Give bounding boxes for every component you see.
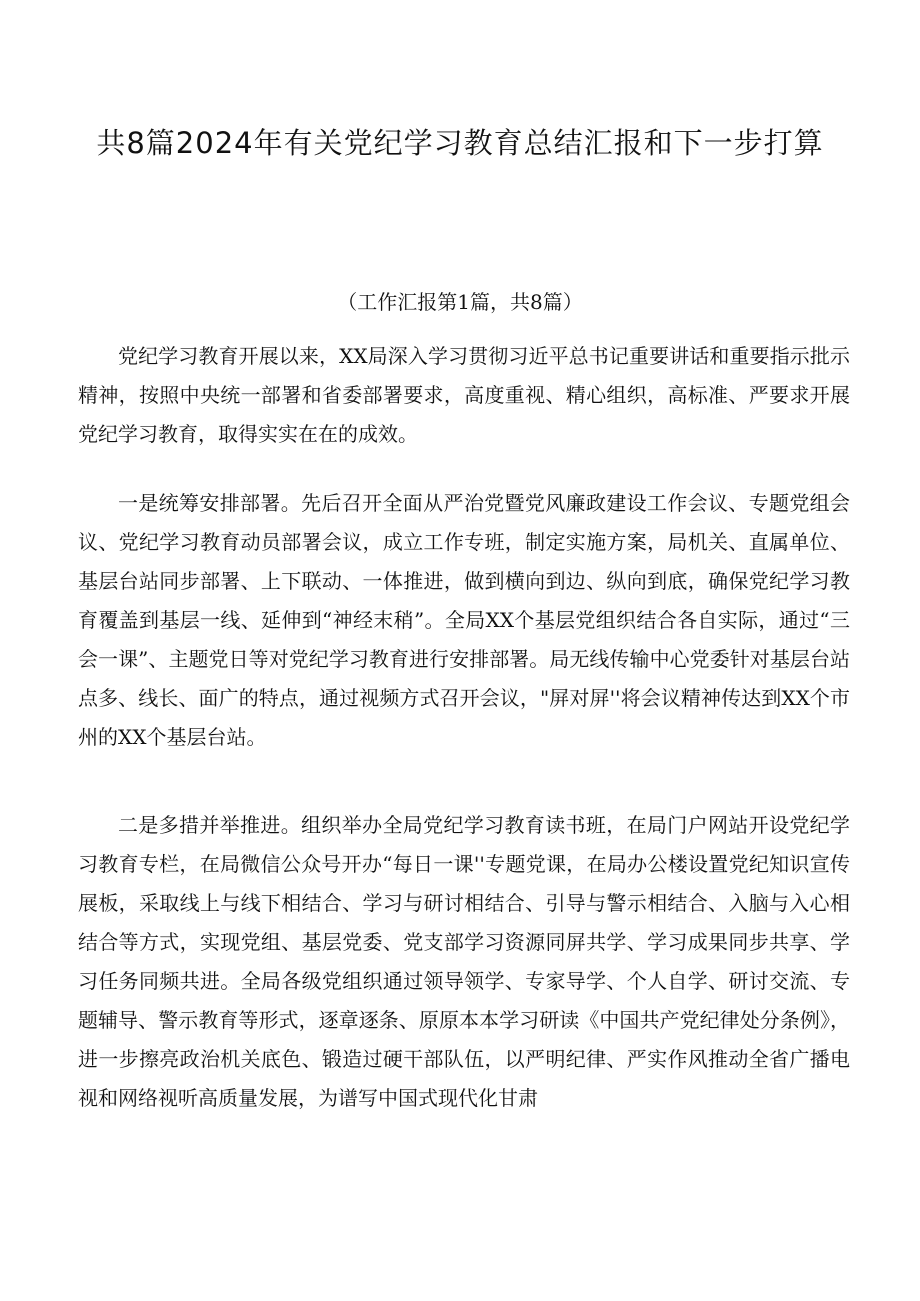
document-subtitle: （工作汇报第1篇，共8篇）	[337, 290, 583, 314]
paragraph-measures: 二是多措并举推进。组织举办全局党纪学习教育读书班，在局门户网站开设党纪学习教育专栏，在局微信公众号开办“每日一课''专题党课，在局办公楼设置党纪知识宣传展板，采取线上与线下相结合、学习与研讨相结合、引导与警示相结合、入脑与入心相结合等方式，实现党组、基层党委、党支部学习资源同屏共学、学习成果同步共享、学习任务同频共进。全局各级党组织通过领导领学、专家导学、个人自学、研讨交流、专题辅导、警示教育等形式，逐章逐条、原原本本学习研读《中国共产党纪律处分条例》，进一步擦亮政治机关底色、锻造过硬干部队伍，以严明纪律、严实作风推动全省广播电视和网络视听高质量发展，为谱写中国式现代化甘肃	[78, 813, 850, 1110]
document-title: 共8篇2024年有关党纪学习教育总结汇报和下一步打算	[96, 126, 824, 160]
paragraph-deployment: 一是统筹安排部署。先后召开全面从严治党暨党风廉政建设工作会议、专题党组会议、党纪学习教育动员部署会议，成立工作专班，制定实施方案，局机关、直属单位、基层台站同步部署、上下联动、一体推进，做到横向到边、纵向到底，确保党纪学习教育覆盖到基层一线、延伸到“神经末稍”。全局XX个基层党组织结合各自实际，通过“三会一课”、主题党日等对党纪学习教育进行安排部署。局无线传输中心党委针对基层台站点多、线长、面广的特点，通过视频方式召开会议，"屏对屏''将会议精神传达到XX个市州的XX个基层台站。	[78, 491, 850, 749]
paragraph-intro: 党纪学习教育开展以来，XX局深入学习贯彻习近平总书记重要讲话和重要指示批示精神，按照中央统一部署和省委部署要求，高度重视、精心组织，高标准、严要求开展党纪学习教育，取得实实在在的成效。	[78, 344, 850, 446]
